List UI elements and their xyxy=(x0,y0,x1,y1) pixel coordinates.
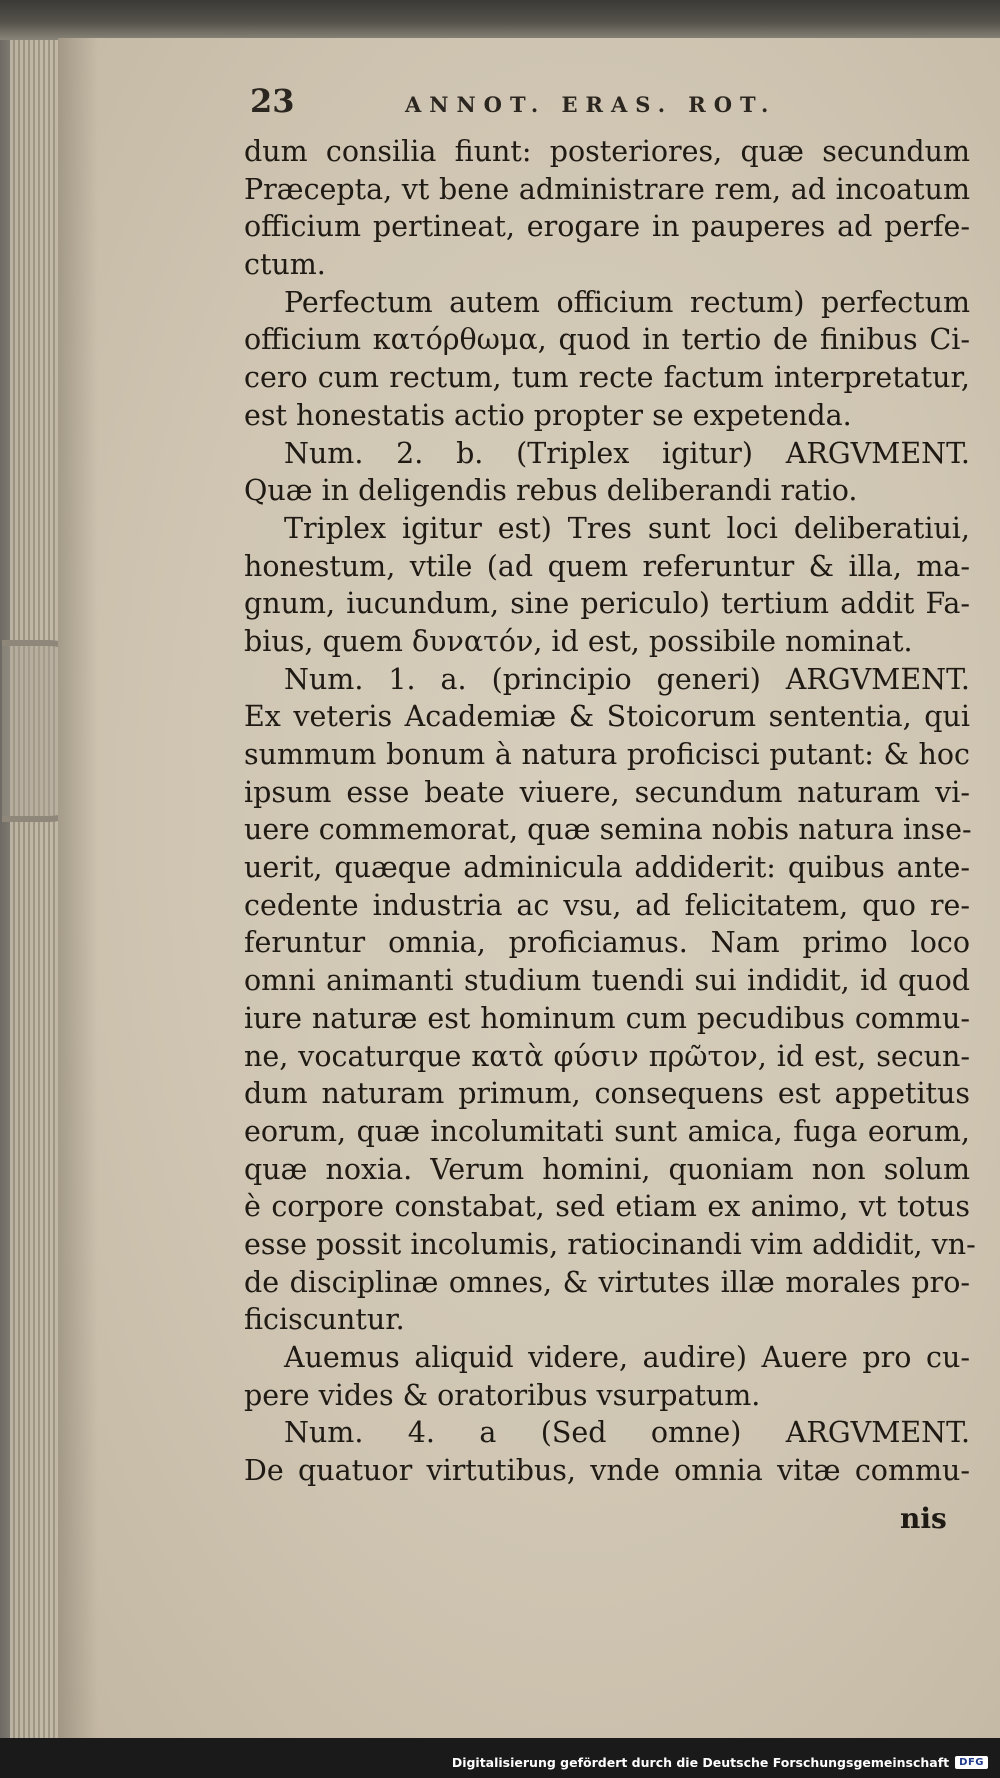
text-line: Quæ in deligendis rebus deliberandi ratio. xyxy=(244,474,858,508)
text-line: cedente industria ac vsu, ad felicitatem, quo re- xyxy=(244,888,970,922)
text-line: ficiscuntur. xyxy=(244,1303,405,1337)
text-line: Triplex igitur est) Tres sunt loci deliberatiui, xyxy=(284,511,970,545)
text-line: de disciplinæ omnes, & virtutes illæ morales pro- xyxy=(244,1265,970,1299)
text-line: est honestatis actio propter se expetenda. xyxy=(244,398,852,432)
text-line: quæ noxia. Verum homini, quoniam non solum xyxy=(244,1152,970,1186)
text-line: Num. 4. a (Sed omne) ARGVMENT. xyxy=(284,1416,970,1450)
text-line: De quatuor virtutibus, vnde omnia vitæ commu- xyxy=(244,1454,970,1488)
text-line: feruntur omnia, proficiamus. Nam primo loco xyxy=(244,926,970,960)
text-line: bius, quem δυνατόν, id est, possibile nominat. xyxy=(244,624,913,658)
text-line: uere commemorat, quæ semina nobis natura inse- xyxy=(244,813,972,847)
text-line: dum naturam primum, consequens est appetitus xyxy=(244,1077,970,1111)
text-line: iure naturæ est hominum cum pecudibus commu- xyxy=(244,1001,970,1035)
text-line: pere vides & oratoribus vsurpatum. xyxy=(244,1378,761,1412)
gutter-shadow xyxy=(58,38,98,1748)
text-line: cero cum rectum, tum recte factum interpretatur, xyxy=(244,361,970,395)
credit-text: Digitalisierung gefördert durch die Deutsche Forschungsgemeinschaft xyxy=(451,1754,950,1770)
body-text xyxy=(244,133,976,1490)
text-line: eorum, quæ incolumitati sunt amica, fuga eorum, xyxy=(244,1114,970,1148)
running-head xyxy=(250,82,860,122)
text-line: summum bonum à natura proficisci putant: & hoc xyxy=(244,738,970,771)
text-line: Præcepta, vt bene administrare rem, ad incoatum xyxy=(244,172,970,206)
text-line: Auemus aliquid videre, audire) Auere pro cu- xyxy=(284,1341,970,1374)
page-edges xyxy=(10,25,58,1750)
page-number: 23 xyxy=(250,82,295,120)
text-line: ctum. xyxy=(244,248,326,282)
text-line: Num. 2. b. (Triplex igitur) ARGVMENT. xyxy=(284,436,970,470)
text-line: ne, vocaturque κατὰ φύσιν πρῶτον, id est, secun- xyxy=(244,1039,970,1073)
footer-credit xyxy=(452,1752,988,1772)
dfg-logo-icon: DFG xyxy=(955,1756,988,1769)
text-line: ipsum esse beate viuere, secundum naturam vi- xyxy=(244,775,970,809)
text-line: Perfectum autem officium rectum) perfectum xyxy=(284,285,970,319)
text-line: Ex veteris Academiæ & Stoicorum sententia, qui xyxy=(244,700,970,734)
text-line: omni animanti studium tuendi sui indidit, id quod xyxy=(244,964,970,998)
header-title: ANNOT. ERAS. ROT. xyxy=(405,92,777,117)
text-line: honestum, vtile (ad quem referuntur & illa, ma- xyxy=(244,549,970,583)
text-line: Num. 1. a. (principio generi) ARGVMENT. xyxy=(284,662,970,696)
text-line: officium κατόρθωμα, quod in tertio de finibus Ci- xyxy=(244,323,970,357)
text-line: è corpore constabat, sed etiam ex animo, vt totus xyxy=(244,1190,970,1224)
top-edge xyxy=(0,0,1000,40)
text-line: dum consilia fiunt: posteriores, quæ secundum xyxy=(244,135,970,168)
text-line: gnum, iucundum, sine periculo) tertium addit Fa- xyxy=(244,587,970,621)
catchword: nis xyxy=(900,1502,947,1535)
text-line: uerit, quæque adminicula addiderit: quibus ante- xyxy=(244,851,970,885)
text-line: officium pertineat, erogare in pauperes ad perfe- xyxy=(244,210,970,244)
text-line: esse possit incolumis, ratiocinandi vim addidit, vn- xyxy=(244,1227,976,1261)
